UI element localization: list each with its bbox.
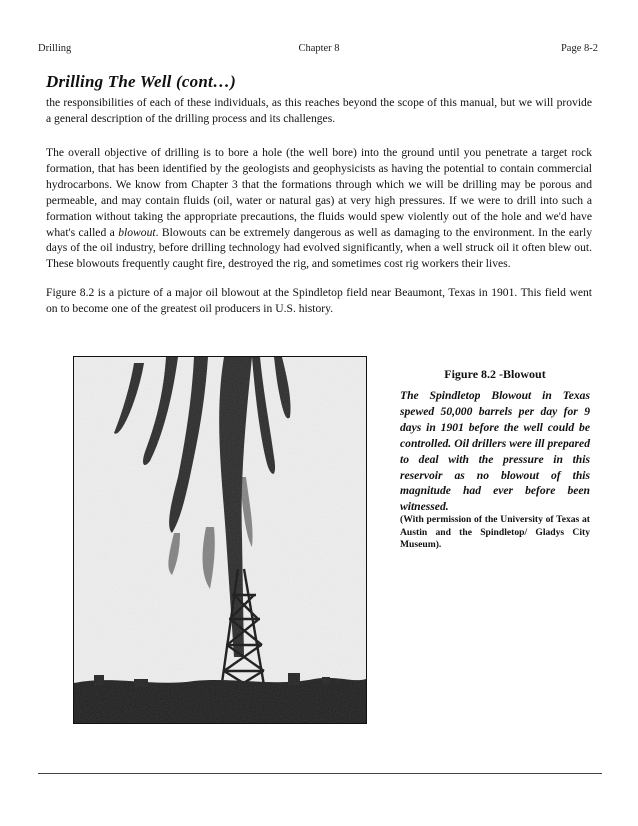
paragraph-1: the responsibilities of each of these individuals, as this reaches beyond the scope of this manual, but we will provide a general description of the drilling process and its challenges. (46, 96, 592, 125)
blowout-photo (73, 356, 367, 724)
paragraph-2 (46, 145, 592, 272)
paragraph-2-text-b: . Blowouts can be extremely dangerous as well as damaging to the environment. In the early days of the oil industry, before drilling technology had evolved significantly, when a well struck oil it often blew out. These blowouts frequently caught fire, destroyed the rig, and sometimes cost rig workers their lives. (46, 225, 592, 271)
paragraph-3: Figure 8.2 is a picture of a major oil blowout at the Spindletop field near Beaumont, Texas in 1901. This field went on to become one of the greatest oil producers in U.S. history. (46, 286, 592, 315)
paragraph-2-text-a: The overall objective of drilling is to bore a hole (the well bore) into the ground until you penetrate a target rock formation, that has been identified by the geologists and geophysicists as having the potential to contain commercial hydrocarbons. We know from Chapter 3 that the formations through which we will be drilling may be porous and permeable, and may contain fluids (oil, water or natural gas) at very high pressures. If we were to drill into such a formation without taking the appropriate precautions, the fluids would spew violently out of the hole and we'd have what's called a (46, 146, 592, 239)
blowout-term: blowout (118, 225, 156, 239)
header-chapter: Chapter 8 (298, 43, 340, 54)
spindletop-derrick-illustration (74, 357, 366, 723)
section-title: Drilling The Well (cont…) (46, 72, 236, 91)
figure-caption: The Spindletop Blowout in Texas spewed 50,000 barrels per day for 9 days in 1901 before the well could be controlled. Oil drillers were ill prepared to deal with the pressure in this reservoir as no blowout of this magnitude had ever before been witnessed. (400, 389, 590, 514)
footer-divider (38, 773, 602, 774)
header-page-number: Page 8-2 (560, 43, 598, 54)
figure-label: Figure 8.2 -Blowout (444, 367, 546, 381)
header-left: Drilling (38, 43, 72, 54)
figure-credit: (With permission of the University of Texas at Austin and the Spindletop/ Gladys City Museum). (400, 514, 590, 551)
